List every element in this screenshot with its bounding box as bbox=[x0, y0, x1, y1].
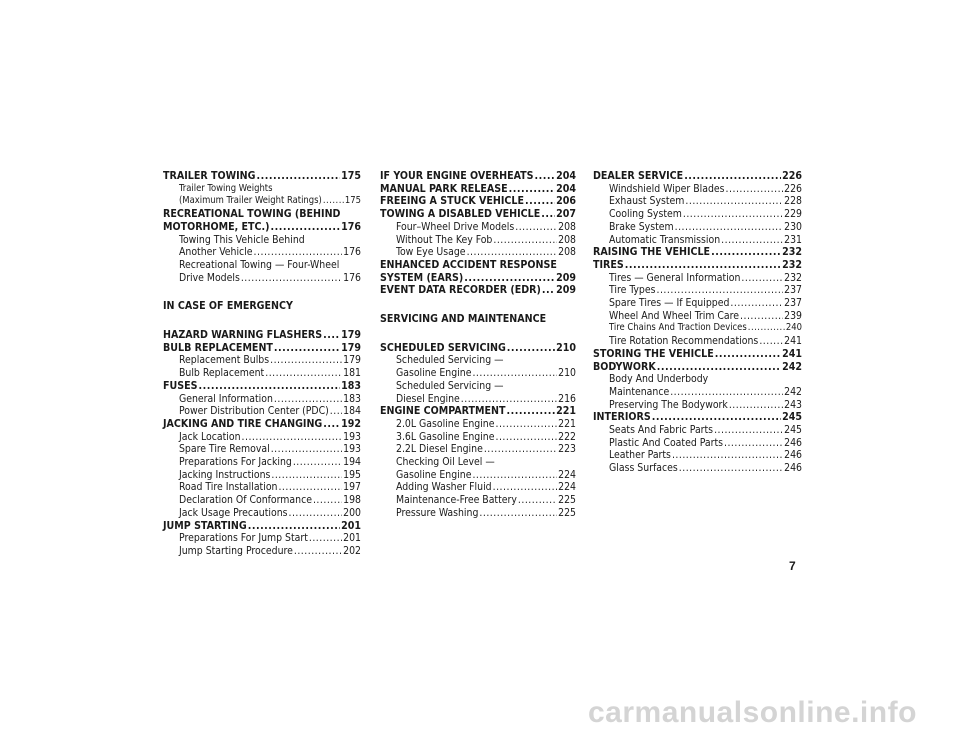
toc-page-number: 228 bbox=[784, 195, 802, 208]
toc-entry-label: Bulb Replacement bbox=[179, 367, 265, 380]
toc-entry-label: Tires — General Information bbox=[609, 271, 741, 284]
toc-entry-label: DEALER SERVICE bbox=[593, 170, 684, 182]
toc-entry-label: Jacking Instructions bbox=[179, 468, 271, 481]
dot-leader bbox=[679, 462, 783, 475]
toc-page-number: 216 bbox=[558, 392, 576, 405]
dot-leader bbox=[271, 443, 342, 456]
toc-entry-label: Another Vehicle bbox=[179, 246, 253, 259]
toc-subentry[interactable] bbox=[593, 462, 802, 475]
toc-subentry[interactable] bbox=[593, 322, 802, 335]
toc-page-number: 230 bbox=[784, 220, 802, 233]
toc-subentry[interactable] bbox=[380, 246, 576, 259]
toc-page-number: 226 bbox=[784, 182, 802, 195]
dot-leader bbox=[657, 284, 784, 297]
toc-page-number: 193 bbox=[343, 443, 361, 456]
toc-entry-label: Preparations For Jump Start bbox=[179, 532, 308, 545]
toc-entry-label: Spare Tires — If Equipped bbox=[609, 297, 730, 310]
toc-subentry[interactable] bbox=[593, 399, 802, 412]
dot-leader bbox=[748, 322, 785, 335]
toc-subentry-title-line: Checking Oil Level — bbox=[396, 456, 495, 469]
toc-subentry[interactable] bbox=[380, 367, 576, 380]
toc-entry-label: Leather Parts bbox=[609, 449, 671, 462]
toc-page-number: 179 bbox=[341, 329, 361, 342]
toc-entry[interactable] bbox=[593, 246, 802, 259]
toc-page-number: 204 bbox=[556, 170, 576, 182]
toc-entry-label: 2.0L Gasoline Engine bbox=[396, 417, 495, 430]
toc-page-number: 245 bbox=[782, 411, 802, 424]
toc-entry-label: RAISING THE VEHICLE bbox=[593, 246, 711, 259]
toc-page-number: 237 bbox=[784, 297, 802, 310]
toc-entry-label: Tire Types bbox=[609, 284, 656, 297]
toc-entry-label: BULB REPLACEMENT bbox=[163, 341, 273, 354]
toc-subentry[interactable] bbox=[380, 234, 576, 247]
dot-leader bbox=[509, 183, 555, 196]
toc-entry-label: HAZARD WARNING FLASHERS bbox=[163, 329, 323, 342]
toc-page-number: 223 bbox=[558, 443, 576, 456]
toc-entry[interactable] bbox=[593, 348, 802, 361]
toc-subentry[interactable] bbox=[163, 354, 361, 367]
toc-entry-label: Automatic Transmission bbox=[609, 233, 721, 246]
dot-leader bbox=[759, 335, 783, 348]
toc-entry[interactable] bbox=[380, 272, 576, 285]
toc-entry-label: Gasoline Engine bbox=[396, 367, 472, 380]
toc-entry-label: Preserving The Bodywork bbox=[609, 398, 728, 411]
dot-leader bbox=[652, 411, 781, 424]
toc-subentry[interactable] bbox=[380, 494, 576, 507]
toc-entry-label: Spare Tire Removal bbox=[179, 443, 270, 456]
toc-page-number: 209 bbox=[556, 284, 576, 297]
toc-entry[interactable] bbox=[163, 170, 361, 183]
dot-leader bbox=[525, 195, 555, 208]
toc-page-number: 225 bbox=[558, 506, 576, 519]
toc-entry[interactable] bbox=[593, 259, 802, 272]
toc-subentry[interactable] bbox=[163, 545, 361, 558]
toc-entry-label: TIRES bbox=[593, 258, 624, 271]
toc-page-number: 176 bbox=[341, 220, 361, 233]
toc-page-number: 210 bbox=[556, 341, 576, 354]
toc-entry[interactable] bbox=[380, 170, 576, 183]
toc-page-number: 240 bbox=[785, 322, 802, 334]
toc-entry[interactable] bbox=[380, 195, 576, 208]
toc-entry-label: Glass Surfaces bbox=[609, 462, 678, 475]
toc-entry[interactable] bbox=[163, 418, 361, 431]
dot-leader bbox=[472, 367, 557, 380]
toc-subentry[interactable] bbox=[593, 424, 802, 437]
toc-entry[interactable] bbox=[380, 405, 576, 418]
dot-leader bbox=[248, 520, 340, 533]
toc-page-number: 179 bbox=[341, 341, 361, 354]
dot-leader bbox=[467, 246, 558, 259]
dot-leader bbox=[542, 284, 555, 297]
toc-subentry[interactable] bbox=[163, 393, 361, 406]
dot-leader bbox=[711, 246, 781, 259]
dot-leader bbox=[683, 208, 783, 221]
toc-entry-label: General Information bbox=[179, 392, 273, 405]
toc-subentry[interactable] bbox=[380, 418, 576, 431]
toc-entry-label: Adding Washer Fluid bbox=[396, 481, 492, 494]
toc-subentry[interactable] bbox=[593, 297, 802, 310]
toc-subentry[interactable] bbox=[163, 246, 361, 259]
dot-leader bbox=[289, 507, 343, 520]
dot-leader bbox=[541, 208, 555, 221]
dot-leader bbox=[293, 456, 342, 469]
toc-entry[interactable] bbox=[593, 170, 802, 183]
toc-entry-label: SYSTEM (EARS) bbox=[380, 271, 464, 284]
toc-page-number: 181 bbox=[343, 367, 361, 380]
toc-entry[interactable] bbox=[380, 208, 576, 221]
toc-subentry[interactable] bbox=[380, 443, 576, 456]
toc-entry[interactable] bbox=[593, 361, 802, 374]
dot-leader bbox=[309, 532, 342, 545]
dot-leader bbox=[715, 348, 781, 361]
toc-subentry-title-line: Recreational Towing — Four-Wheel bbox=[179, 258, 340, 271]
dot-leader bbox=[199, 380, 341, 393]
toc-entry-label: Road Tire Installation bbox=[179, 481, 278, 494]
toc-entry-label: Seats And Fabric Parts bbox=[609, 424, 714, 437]
dot-leader bbox=[535, 170, 556, 183]
toc-page-number: 176 bbox=[343, 271, 361, 284]
toc-entry-label: Tire Rotation Recommendations bbox=[609, 335, 759, 348]
toc-subentry[interactable] bbox=[163, 272, 361, 285]
dot-leader bbox=[241, 272, 342, 285]
toc-subentry[interactable] bbox=[380, 221, 576, 234]
toc-page-number: 175 bbox=[341, 170, 361, 182]
toc-entry-label: (Maximum Trailer Weight Ratings) bbox=[179, 195, 322, 207]
toc-entry-label: Pressure Washing bbox=[396, 506, 479, 519]
toc-subentry[interactable] bbox=[163, 507, 361, 520]
dot-leader bbox=[461, 393, 557, 406]
toc-page-number: 202 bbox=[343, 544, 361, 557]
toc-subentry[interactable] bbox=[593, 310, 802, 323]
toc-entry-label: STORING THE VEHICLE bbox=[593, 347, 714, 360]
toc-subentry[interactable] bbox=[163, 367, 361, 380]
toc-subentry[interactable] bbox=[163, 443, 361, 456]
toc-entry-title-line: RECREATIONAL TOWING (BEHIND bbox=[163, 208, 341, 221]
toc-entry-label: Exhaust System bbox=[609, 195, 685, 208]
watermark-text: carmanualsonline.info bbox=[588, 696, 917, 729]
toc-subentry[interactable] bbox=[593, 208, 802, 221]
toc-entry-label: TRAILER TOWING bbox=[163, 170, 256, 182]
toc-page-number: 204 bbox=[556, 182, 576, 195]
toc-page-number: 176 bbox=[343, 246, 361, 259]
dot-leader bbox=[495, 418, 557, 431]
dot-leader bbox=[484, 443, 557, 456]
toc-entry[interactable] bbox=[380, 183, 576, 196]
toc-subentry[interactable] bbox=[380, 507, 576, 520]
toc-page-number: 183 bbox=[341, 379, 361, 392]
dot-leader bbox=[254, 246, 343, 259]
toc-entry-label: FUSES bbox=[163, 379, 198, 392]
toc-entry-label: SCHEDULED SERVICING bbox=[380, 341, 506, 354]
toc-entry-label: Jack Location bbox=[179, 430, 241, 443]
toc-page-number: 208 bbox=[558, 220, 576, 233]
section-heading: IN CASE OF EMERGENCY bbox=[163, 300, 293, 313]
toc-subentry[interactable] bbox=[380, 469, 576, 482]
toc-page-number: 193 bbox=[343, 430, 361, 443]
section-heading: SERVICING AND MAINTENANCE bbox=[380, 313, 547, 326]
toc-subentry[interactable] bbox=[593, 335, 802, 348]
toc-entry[interactable] bbox=[593, 411, 802, 424]
toc-subentry[interactable] bbox=[380, 481, 576, 494]
toc-subentry[interactable] bbox=[593, 272, 802, 285]
toc-page-number: 179 bbox=[343, 354, 361, 367]
dot-leader bbox=[729, 399, 783, 412]
toc-column-2 bbox=[380, 170, 576, 520]
toc-page-number: 184 bbox=[343, 405, 361, 418]
toc-subentry[interactable] bbox=[163, 456, 361, 469]
toc-entry[interactable] bbox=[380, 284, 576, 297]
dot-leader bbox=[323, 418, 340, 431]
dot-leader bbox=[507, 342, 555, 355]
toc-page-number: 237 bbox=[784, 284, 802, 297]
dot-leader bbox=[506, 405, 555, 418]
toc-subentry[interactable] bbox=[380, 431, 576, 444]
toc-entry[interactable] bbox=[163, 221, 361, 234]
toc-column-1 bbox=[163, 170, 361, 558]
toc-entry[interactable] bbox=[163, 329, 361, 342]
dot-leader bbox=[330, 405, 342, 418]
dot-leader bbox=[323, 195, 344, 208]
dot-leader bbox=[479, 507, 557, 520]
dot-leader bbox=[271, 469, 342, 482]
toc-page-number: 226 bbox=[782, 170, 802, 182]
toc-entry-label: Preparations For Jacking bbox=[179, 456, 292, 469]
toc-entry-label: FREEING A STUCK VEHICLE bbox=[380, 195, 525, 208]
toc-entry-label: Tire Chains And Traction Devices bbox=[609, 322, 747, 334]
toc-subentry-title-line: Towing This Vehicle Behind bbox=[179, 233, 305, 246]
toc-page-number: 245 bbox=[784, 424, 802, 437]
toc-page-number: 241 bbox=[784, 335, 802, 348]
dot-leader bbox=[675, 221, 784, 234]
dot-leader bbox=[242, 431, 343, 444]
dot-leader bbox=[495, 431, 557, 444]
dot-leader bbox=[294, 545, 342, 558]
dot-leader bbox=[270, 354, 342, 367]
toc-entry-label: EVENT DATA RECORDER (EDR) bbox=[380, 284, 541, 297]
toc-entry-label: Drive Models bbox=[179, 271, 240, 284]
toc-page-number: 221 bbox=[558, 417, 576, 430]
dot-leader bbox=[278, 481, 342, 494]
toc-page-number: 210 bbox=[558, 367, 576, 380]
toc-page-number: 246 bbox=[784, 449, 802, 462]
toc-entry-label: Power Distribution Center (PDC) bbox=[179, 405, 329, 418]
toc-entry-label: Cooling System bbox=[609, 208, 682, 221]
toc-subentry[interactable] bbox=[593, 386, 802, 399]
toc-page-number: 225 bbox=[558, 494, 576, 507]
toc-subentry[interactable] bbox=[593, 221, 802, 234]
toc-subentry-title-line: Body And Underbody bbox=[609, 373, 709, 386]
toc-entry-label: Four–Wheel Drive Models bbox=[396, 220, 515, 233]
toc-entry-label: Windshield Wiper Blades bbox=[609, 182, 725, 195]
toc-entry-label: INTERIORS bbox=[593, 411, 651, 424]
toc-entry-label: ENGINE COMPARTMENT bbox=[380, 405, 506, 418]
dot-leader bbox=[271, 221, 341, 234]
toc-page-number: 208 bbox=[558, 246, 576, 259]
dot-leader bbox=[670, 386, 783, 399]
toc-page-number: 232 bbox=[782, 246, 802, 259]
toc-page-number: 241 bbox=[782, 347, 802, 360]
toc-subentry[interactable] bbox=[593, 449, 802, 462]
toc-entry-label: 2.2L Diesel Engine bbox=[396, 443, 483, 456]
dot-leader bbox=[464, 272, 555, 285]
dot-leader bbox=[515, 221, 557, 234]
dot-leader bbox=[265, 367, 342, 380]
toc-subentry[interactable] bbox=[163, 494, 361, 507]
toc-subentry[interactable] bbox=[163, 431, 361, 444]
dot-leader bbox=[493, 234, 557, 247]
toc-entry-title-line: ENHANCED ACCIDENT RESPONSE bbox=[380, 258, 557, 271]
toc-page-number: 243 bbox=[784, 398, 802, 411]
dot-leader bbox=[724, 437, 783, 450]
toc-page-number: 201 bbox=[341, 519, 361, 532]
toc-entry-label: MANUAL PARK RELEASE bbox=[380, 182, 508, 195]
dot-leader bbox=[714, 424, 783, 437]
toc-subentry[interactable] bbox=[163, 532, 361, 545]
toc-page-number: 239 bbox=[784, 309, 802, 322]
toc-subentry[interactable] bbox=[593, 284, 802, 297]
toc-page-number: 242 bbox=[784, 385, 802, 398]
toc-page-number: 229 bbox=[784, 208, 802, 221]
toc-entry[interactable] bbox=[380, 342, 576, 355]
toc-subentry-title-line: Scheduled Servicing — bbox=[396, 354, 504, 367]
toc-entry-label: Tow Eye Usage bbox=[396, 246, 466, 259]
toc-page-number: 192 bbox=[341, 417, 361, 430]
toc-entry-label: Brake System bbox=[609, 220, 674, 233]
toc-entry-label: Jack Usage Precautions bbox=[179, 506, 288, 519]
toc-page-number: 208 bbox=[558, 233, 576, 246]
toc-subentry[interactable] bbox=[593, 183, 802, 196]
toc-page-number: 175 bbox=[344, 195, 361, 207]
toc-subentry-title-line: Trailer Towing Weights bbox=[179, 182, 273, 194]
toc-page-number: 242 bbox=[782, 360, 802, 373]
toc-page-number: 246 bbox=[784, 436, 802, 449]
toc-entry-label: Diesel Engine bbox=[396, 392, 460, 405]
toc-entry-label: Maintenance bbox=[609, 385, 670, 398]
toc-page-number: 209 bbox=[556, 271, 576, 284]
toc-entry-label: Without The Key Fob bbox=[396, 233, 493, 246]
toc-column-3 bbox=[593, 170, 802, 475]
dot-leader bbox=[721, 234, 783, 247]
toc-page-number: 231 bbox=[784, 233, 802, 246]
toc-entry-label: Replacement Bulbs bbox=[179, 354, 270, 367]
toc-subentry[interactable] bbox=[593, 234, 802, 247]
toc-entry-label: JUMP STARTING bbox=[163, 519, 247, 532]
toc-page-number: 224 bbox=[558, 468, 576, 481]
toc-subentry[interactable] bbox=[163, 481, 361, 494]
dot-leader bbox=[625, 259, 781, 272]
toc-page-number: 246 bbox=[784, 462, 802, 475]
toc-subentry[interactable] bbox=[593, 437, 802, 450]
toc-subentry[interactable] bbox=[163, 469, 361, 482]
toc-entry-label: BODYWORK bbox=[593, 360, 656, 373]
toc-entry[interactable] bbox=[163, 520, 361, 533]
toc-entry-label: Maintenance-Free Battery bbox=[396, 494, 517, 507]
toc-page-number: 195 bbox=[343, 468, 361, 481]
toc-page-number: 207 bbox=[556, 208, 576, 221]
dot-leader bbox=[323, 329, 340, 342]
dot-leader bbox=[730, 297, 783, 310]
toc-page-number: 197 bbox=[343, 481, 361, 494]
toc-subentry[interactable] bbox=[163, 405, 361, 418]
dot-leader bbox=[685, 195, 783, 208]
toc-entry-label: TOWING A DISABLED VEHICLE bbox=[380, 208, 541, 221]
toc-page-number: 194 bbox=[343, 456, 361, 469]
toc-subentry-title-line: Scheduled Servicing — bbox=[396, 379, 504, 392]
toc-entry[interactable] bbox=[163, 380, 361, 393]
dot-leader bbox=[741, 272, 783, 285]
toc-entry-label: Gasoline Engine bbox=[396, 468, 472, 481]
toc-page-number: 200 bbox=[343, 506, 361, 519]
toc-page-number: 224 bbox=[558, 481, 576, 494]
toc-entry-label: Wheel And Wheel Trim Care bbox=[609, 309, 740, 322]
toc-entry-label: Jump Starting Procedure bbox=[179, 544, 293, 557]
toc-entry-label: Plastic And Coated Parts bbox=[609, 436, 723, 449]
dot-leader bbox=[493, 481, 558, 494]
page-number: 7 bbox=[789, 559, 796, 573]
toc-subentry[interactable] bbox=[380, 393, 576, 406]
dot-leader bbox=[684, 170, 781, 183]
toc-page-number: 221 bbox=[556, 405, 576, 418]
dot-leader bbox=[274, 342, 340, 355]
toc-page-number: 232 bbox=[782, 258, 802, 271]
toc-subentry[interactable] bbox=[593, 195, 802, 208]
dot-leader bbox=[256, 170, 340, 183]
dot-leader bbox=[740, 310, 783, 323]
toc-subentry[interactable] bbox=[163, 195, 361, 208]
dot-leader bbox=[518, 494, 557, 507]
toc-entry-label: JACKING AND TIRE CHANGING bbox=[163, 417, 323, 430]
toc-entry[interactable] bbox=[163, 342, 361, 355]
toc-page-number: 222 bbox=[558, 430, 576, 443]
toc-entry-label: MOTORHOME, ETC.) bbox=[163, 220, 270, 233]
toc-entry-label: 3.6L Gasoline Engine bbox=[396, 430, 495, 443]
dot-leader bbox=[472, 469, 557, 482]
toc-entry-label: IF YOUR ENGINE OVERHEATS bbox=[380, 170, 534, 182]
toc-page-number: 232 bbox=[784, 271, 802, 284]
toc-page-number: 206 bbox=[556, 195, 576, 208]
toc-page-number: 198 bbox=[343, 494, 361, 507]
dot-leader bbox=[274, 393, 342, 406]
toc-entry-label: Declaration Of Conformance bbox=[179, 494, 312, 507]
dot-leader bbox=[657, 361, 781, 374]
dot-leader bbox=[313, 494, 342, 507]
dot-leader bbox=[672, 449, 783, 462]
dot-leader bbox=[726, 183, 784, 196]
toc-page-number: 201 bbox=[343, 532, 361, 545]
toc-page-number: 183 bbox=[343, 392, 361, 405]
